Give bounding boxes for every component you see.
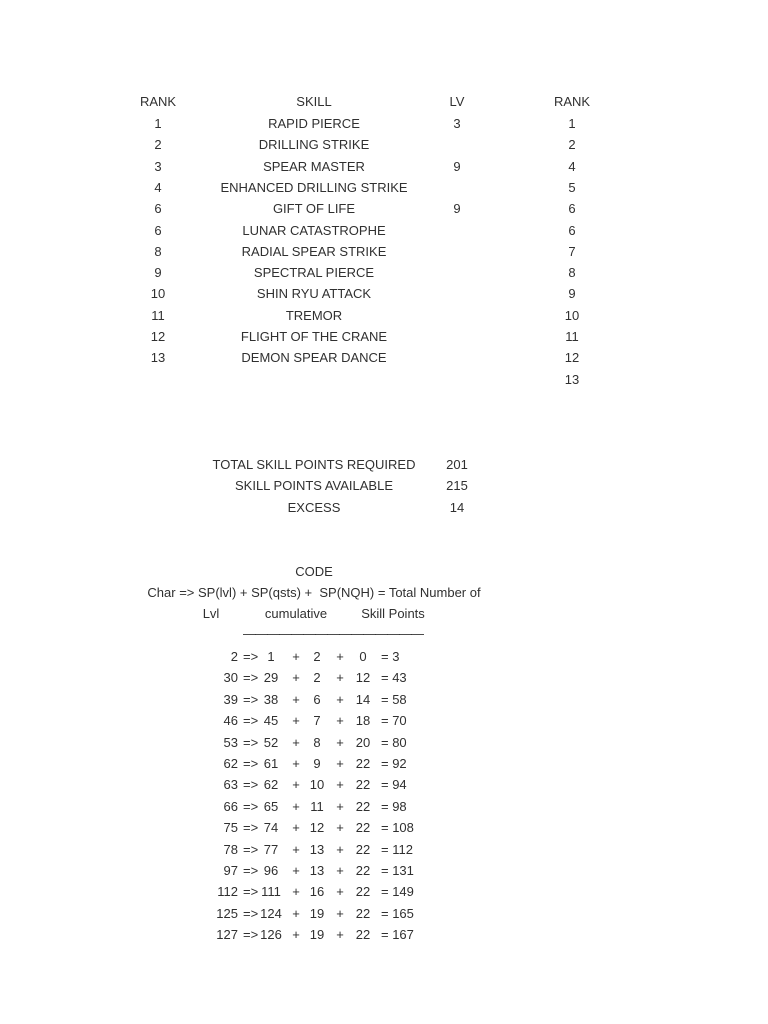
skill-cell: GIFT OF LIFE [272,201,356,217]
code-sp-qsts: 9 [313,756,321,771]
plus-symbol: + [292,734,300,750]
arrow-symbol: => [243,905,259,921]
code-total: = 131 [381,863,414,878]
code-sp-lvl: 52 [263,734,279,750]
code-lvl: 63 [223,777,238,793]
rank-2-cell: 10 [564,307,580,323]
code-sp-nqh: 22 [355,798,371,814]
skill-cell: SHIN RYU ATTACK [256,286,372,302]
header-rank: RANK [139,94,177,109]
code-total: = 112 [381,841,413,857]
rank-2-cell: 1 [568,116,576,131]
plus-symbol: + [336,777,344,793]
rank-2-cell: 4 [568,158,576,174]
code-sp-nqh: 14 [355,691,371,707]
arrow-symbol: => [243,884,259,900]
rank-2-cell: 6 [568,222,576,238]
plus-symbol: + [336,691,344,707]
code-sp-nqh: 22 [355,884,371,900]
code-sp-lvl: 62 [263,777,279,793]
code-lvl: 75 [223,820,238,836]
code-sp-lvl: 45 [263,713,279,729]
code-sp-nqh: 22 [355,927,371,943]
code-sp-nqh: 22 [355,905,371,921]
code-sp-lvl: 65 [263,798,279,814]
code-sp-qsts: 8 [313,734,321,750]
code-sp-nqh: 0 [359,649,367,664]
code-lvl: 66 [223,798,238,814]
code-sp-lvl: 77 [263,841,279,857]
summary-value: 14 [449,499,465,515]
skill-cell: LUNAR CATASTROPHE [242,222,386,238]
code-lvl: 2 [230,649,238,664]
code-total: = 108 [381,820,414,836]
header-skill: SKILL [296,94,332,109]
plus-symbol: + [292,905,300,921]
arrow-symbol: => [243,691,259,707]
header-rank-2: RANK [553,94,591,109]
lv-cell: 3 [453,116,461,131]
plus-symbol: + [292,820,300,836]
skill-cell: DRILLING STRIKE [258,137,370,153]
rank-cell: 2 [154,137,162,153]
code-total: = 165 [381,905,414,921]
code-total: = 43 [381,670,407,686]
skill-cell: RADIAL SPEAR STRIKE [241,243,387,259]
plus-symbol: + [292,863,300,878]
code-sp-nqh: 22 [355,820,371,836]
rank-2-cell: 12 [564,350,580,366]
arrow-symbol: => [243,670,259,686]
code-sp-qsts: 2 [313,649,321,664]
skill-cell: SPEAR MASTER [263,158,365,174]
code-sp-nqh: 18 [355,713,371,729]
code-sp-nqh: 12 [355,670,371,686]
rank-2-cell: 7 [568,243,576,259]
summary-label: TOTAL SKILL POINTS REQUIRED [212,457,416,472]
plus-symbol: + [292,884,300,900]
code-sp-lvl: 96 [263,863,279,878]
lv-cell: 9 [453,201,461,217]
code-lvl: 62 [223,756,238,771]
code-lvl: 125 [216,905,238,921]
arrow-symbol: => [243,734,259,750]
code-sp-qsts: 12 [309,820,325,836]
code-lvl: 30 [223,670,238,686]
plus-symbol: + [292,713,300,729]
skill-cell: DEMON SPEAR DANCE [241,350,387,366]
code-sp-qsts: 10 [309,777,325,793]
code-legend-lvl: Lvl [202,606,220,621]
code-total: = 70 [381,713,407,729]
code-sp-lvl: 124 [260,905,282,921]
code-sp-qsts: 6 [313,691,321,707]
plus-symbol: + [336,670,344,686]
code-sp-nqh: 22 [355,777,371,793]
plus-symbol: + [336,734,344,750]
code-total: = 149 [381,884,414,900]
code-lvl: 112 [217,884,238,900]
rank-2-cell: 11 [565,329,579,344]
code-sp-nqh: 22 [355,756,371,771]
plus-symbol: + [292,670,300,686]
arrow-symbol: => [243,820,259,836]
code-total: = 58 [381,691,407,707]
code-legend-cumulative: cumulative [264,606,328,621]
rank-2-cell: 6 [568,201,576,217]
code-sp-lvl: 61 [263,756,279,771]
code-total: = 80 [381,734,407,750]
code-sp-lvl: 111 [261,884,281,900]
code-lvl: 39 [223,691,238,707]
code-sp-qsts: 13 [309,863,325,878]
code-total: = 3 [381,649,400,664]
lv-cell: 9 [453,158,461,174]
code-divider: ——————————————— [243,626,423,641]
arrow-symbol: => [243,756,259,771]
plus-symbol: + [336,863,344,878]
code-total: = 98 [381,798,407,814]
plus-symbol: + [292,927,300,943]
plus-symbol: + [336,820,344,836]
rank-2-cell: 9 [568,286,576,302]
code-sp-qsts: 19 [309,927,325,943]
code-legend-skill-points: Skill Points [361,606,425,621]
rank-cell: 4 [154,179,162,195]
code-sp-qsts: 16 [309,884,325,900]
code-sp-lvl: 74 [263,820,279,836]
plus-symbol: + [336,927,344,943]
plus-symbol: + [292,691,300,707]
code-sp-lvl: 29 [263,670,279,686]
skill-cell: RAPID PIERCE [268,116,360,131]
code-total: = 167 [381,927,414,943]
plus-symbol: + [292,841,300,857]
code-lvl: 46 [223,713,238,729]
rank-cell: 6 [154,201,162,217]
rank-cell: 6 [154,222,162,238]
plus-symbol: + [336,713,344,729]
rank-cell: 12 [150,329,166,344]
arrow-symbol: => [243,927,259,943]
summary-label: EXCESS [287,499,341,515]
plus-symbol: + [292,777,300,793]
rank-2-cell: 8 [568,265,576,281]
code-sp-nqh: 22 [355,863,371,878]
plus-symbol: + [292,649,300,664]
arrow-symbol: => [243,713,259,729]
rank-2-cell: 13 [564,371,580,387]
code-sp-lvl: 1 [267,649,275,664]
plus-symbol: + [336,884,344,900]
rank-cell: 10 [150,286,166,302]
code-sp-qsts: 13 [309,841,325,857]
code-sp-nqh: 20 [355,734,371,750]
plus-symbol: + [336,841,344,857]
summary-value: 201 [446,457,468,472]
header-lv: LV [449,94,465,109]
arrow-symbol: => [243,649,259,664]
rank-cell: 1 [154,116,162,131]
arrow-symbol: => [243,777,259,793]
arrow-symbol: => [243,798,259,814]
code-total: = 94 [381,777,407,793]
plus-symbol: + [336,756,344,771]
rank-cell: 11 [151,307,165,323]
plus-symbol: + [292,798,300,814]
rank-cell: 3 [154,158,162,174]
plus-symbol: + [336,905,344,921]
code-sp-qsts: 19 [309,905,325,921]
rank-cell: 8 [154,243,162,259]
plus-symbol: + [292,756,300,771]
plus-symbol: + [336,649,344,664]
code-sp-qsts: 2 [313,670,321,686]
skill-cell: ENHANCED DRILLING STRIKE [220,179,408,195]
rank-2-cell: 2 [568,137,576,153]
code-lvl: 127 [216,927,238,943]
code-lvl: 78 [223,841,238,857]
code-lvl: 97 [223,863,238,878]
code-sp-nqh: 22 [355,841,371,857]
summary-value: 215 [446,478,468,494]
summary-label: SKILL POINTS AVAILABLE [235,478,393,494]
plus-symbol: + [336,798,344,814]
rank-2-cell: 5 [568,179,576,195]
code-title: CODE [295,564,333,579]
code-sp-lvl: 38 [263,691,279,707]
arrow-symbol: => [243,841,259,857]
code-total: = 92 [381,756,407,771]
skill-cell: SPECTRAL PIERCE [253,265,375,281]
skill-cell: FLIGHT OF THE CRANE [240,329,388,344]
code-lvl: 53 [223,734,238,750]
code-sp-qsts: 7 [313,713,321,729]
code-legend-line1: Char => SP(lvl) + SP(qsts) + SP(NQH) = Total Number of [147,585,481,600]
rank-cell: 9 [154,265,162,281]
rank-cell: 13 [150,350,166,366]
code-sp-qsts: 11 [310,798,324,814]
skill-cell: TREMOR [285,307,343,323]
arrow-symbol: => [243,863,259,878]
code-sp-lvl: 126 [260,927,282,943]
